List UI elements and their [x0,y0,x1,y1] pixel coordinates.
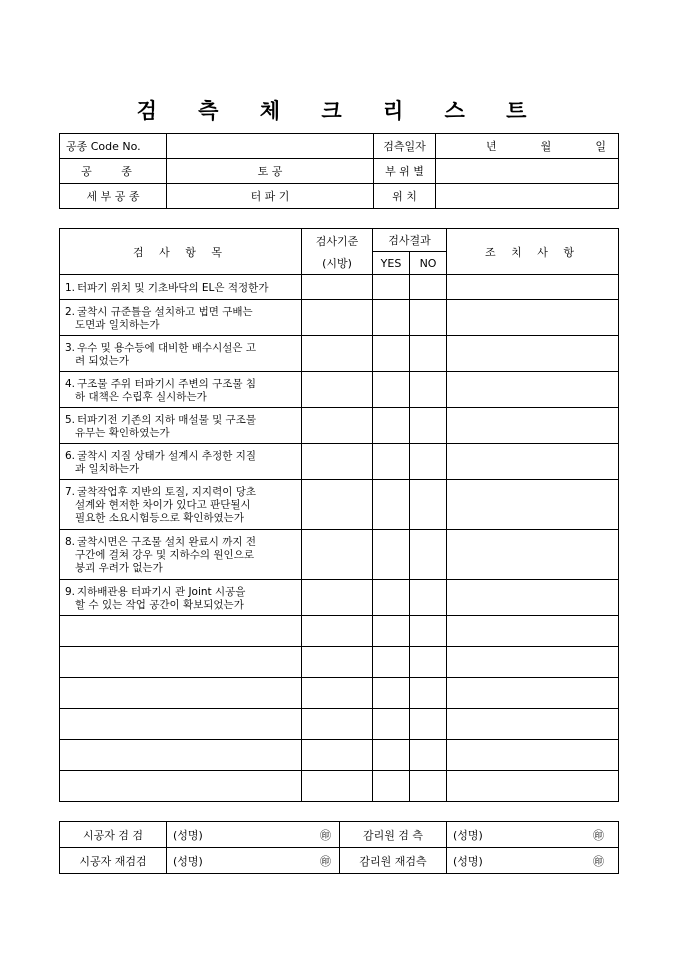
empty-row [60,678,619,709]
date-day-label: 일 [595,140,606,153]
part-field[interactable] [436,159,619,184]
yes-cell[interactable] [373,408,410,444]
page-title: 검 측 체 크 리 스 트 [136,98,544,123]
no-cell[interactable] [410,336,447,372]
detail-value: 터 파 기 [167,184,374,209]
work-code-field[interactable] [167,134,374,159]
empty-cell[interactable] [302,771,373,802]
yes-cell[interactable] [373,372,410,408]
action-cell[interactable] [447,408,619,444]
action-cell[interactable] [447,336,619,372]
standard-cell[interactable] [302,336,373,372]
action-cell[interactable] [447,480,619,530]
empty-cell[interactable] [410,616,447,647]
supervisor-check-signature[interactable] [447,822,619,848]
col-standard-label: 검사기준 [315,234,359,248]
location-label: 위 치 [374,184,436,209]
check-item: 3. 우수 및 용수등에 대비한 배수시설은 고 려 되었는가 [60,336,302,372]
yes-cell[interactable] [373,300,410,336]
date-label: 검측일자 [374,134,436,159]
action-cell[interactable] [447,530,619,580]
no-cell[interactable] [410,300,447,336]
table-row [60,372,619,408]
empty-cell[interactable] [447,771,619,802]
col-standard-header [302,229,373,275]
contractor-recheck-label: 시공자 재검검 [60,848,167,874]
no-cell[interactable] [410,530,447,580]
location-field[interactable] [436,184,619,209]
empty-row [60,771,619,802]
empty-cell[interactable] [373,740,410,771]
supervisor-recheck-signature[interactable] [447,848,619,874]
no-cell[interactable] [410,480,447,530]
supervisor-check-label: 감리원 검 측 [340,822,447,848]
check-item: 6. 굴착시 지질 상태가 설계시 추정한 지질 과 일치하는가 [60,444,302,480]
yes-cell[interactable] [373,480,410,530]
no-cell[interactable] [410,275,447,300]
contractor-check-signature[interactable] [167,822,340,848]
empty-cell[interactable] [60,709,302,740]
check-item: 2. 굴착시 규준틀을 설치하고 법면 구배는 도면과 일치하는가 [60,300,302,336]
empty-cell[interactable] [373,616,410,647]
work-type-value: 토 공 [167,159,374,184]
empty-cell[interactable] [302,616,373,647]
action-cell[interactable] [447,300,619,336]
date-year-label: 년 [486,140,497,153]
empty-cell[interactable] [410,771,447,802]
empty-cell[interactable] [302,678,373,709]
seal-icon: ㊞ [320,828,331,842]
standard-cell[interactable] [302,300,373,336]
empty-cell[interactable] [447,647,619,678]
standard-cell[interactable] [302,480,373,530]
table-row [60,580,619,616]
yes-cell[interactable] [373,580,410,616]
check-item: 8. 굴착시면은 구조물 설치 완료시 까지 전 구간에 걸쳐 강우 및 지하수의 원인으로 붕괴 우려가 없는가 [60,530,302,580]
empty-cell[interactable] [60,616,302,647]
col-result-header: 검사결과 [373,229,447,252]
yes-cell[interactable] [373,444,410,480]
detail-label: 세 부 공 종 [60,184,167,209]
empty-row [60,647,619,678]
col-yes-header: YES [373,252,410,275]
empty-cell[interactable] [60,740,302,771]
empty-cell[interactable] [447,709,619,740]
no-cell[interactable] [410,444,447,480]
table-row [60,530,619,580]
empty-cell[interactable] [373,709,410,740]
empty-row [60,740,619,771]
col-item-header: 검 사 항 목 [60,229,302,275]
empty-cell[interactable] [410,740,447,771]
signature-table [59,821,619,874]
date-field[interactable] [436,134,619,159]
standard-cell[interactable] [302,580,373,616]
supervisor-recheck-label: 감리원 재검측 [340,848,447,874]
no-cell[interactable] [410,372,447,408]
empty-cell[interactable] [447,740,619,771]
action-cell[interactable] [447,580,619,616]
action-cell[interactable] [447,275,619,300]
check-item: 9. 지하배관용 터파기시 관 Joint 시공을 할 수 있는 작업 공간이 확보되었는가 [60,580,302,616]
standard-cell[interactable] [302,408,373,444]
name-label: (성명) [453,828,483,842]
standard-cell[interactable] [302,444,373,480]
part-label: 부 위 별 [374,159,436,184]
table-row [60,275,619,300]
table-row [60,336,619,372]
check-item: 1. 터파기 위치 및 기초바닥의 EL은 적정한가 [60,275,302,300]
empty-cell[interactable] [302,647,373,678]
no-cell[interactable] [410,580,447,616]
action-cell[interactable] [447,372,619,408]
check-item: 7. 굴착작업후 지반의 토질, 지지력이 당초 설계와 현저한 차이가 있다고 판단될시 필요한 소요시험등으로 확인하였는가 [60,480,302,530]
action-cell[interactable] [447,444,619,480]
empty-cell[interactable] [302,709,373,740]
empty-cell[interactable] [410,709,447,740]
check-item: 5. 터파기전 기존의 지하 매설물 및 구조물 유무는 확인하였는가 [60,408,302,444]
yes-cell[interactable] [373,336,410,372]
table-row [60,300,619,336]
seal-icon: ㊞ [593,854,604,868]
empty-row [60,709,619,740]
col-standard-sub: (시방) [322,256,352,270]
empty-cell[interactable] [60,771,302,802]
work-type-label: 공 종 [60,159,167,184]
standard-cell[interactable] [302,372,373,408]
standard-cell[interactable] [302,530,373,580]
no-cell[interactable] [410,408,447,444]
empty-cell[interactable] [447,616,619,647]
check-item: 4. 구조물 주위 터파기시 주변의 구조물 침 하 대책은 수립후 실시하는가 [60,372,302,408]
yes-cell[interactable] [373,275,410,300]
empty-cell[interactable] [410,647,447,678]
contractor-check-label: 시공자 검 검 [60,822,167,848]
table-row [60,480,619,530]
name-label: (성명) [453,854,483,868]
contractor-recheck-signature[interactable] [167,848,340,874]
empty-cell[interactable] [60,678,302,709]
date-month-label: 월 [540,140,552,153]
empty-cell[interactable] [447,678,619,709]
empty-cell[interactable] [373,678,410,709]
yes-cell[interactable] [373,530,410,580]
empty-cell[interactable] [373,647,410,678]
header-table [59,133,619,209]
empty-cell[interactable] [302,740,373,771]
col-no-header: NO [410,252,447,275]
table-row [60,444,619,480]
name-label: (성명) [173,854,203,868]
empty-cell[interactable] [60,647,302,678]
empty-cell[interactable] [373,771,410,802]
empty-row [60,616,619,647]
table-row [60,408,619,444]
seal-icon: ㊞ [593,828,604,842]
checklist-table [59,228,619,802]
col-action-header: 조 치 사 항 [447,229,619,275]
standard-cell[interactable] [302,275,373,300]
work-code-label: 공종 Code No. [60,134,167,159]
name-label: (성명) [173,828,203,842]
empty-cell[interactable] [410,678,447,709]
seal-icon: ㊞ [320,854,331,868]
